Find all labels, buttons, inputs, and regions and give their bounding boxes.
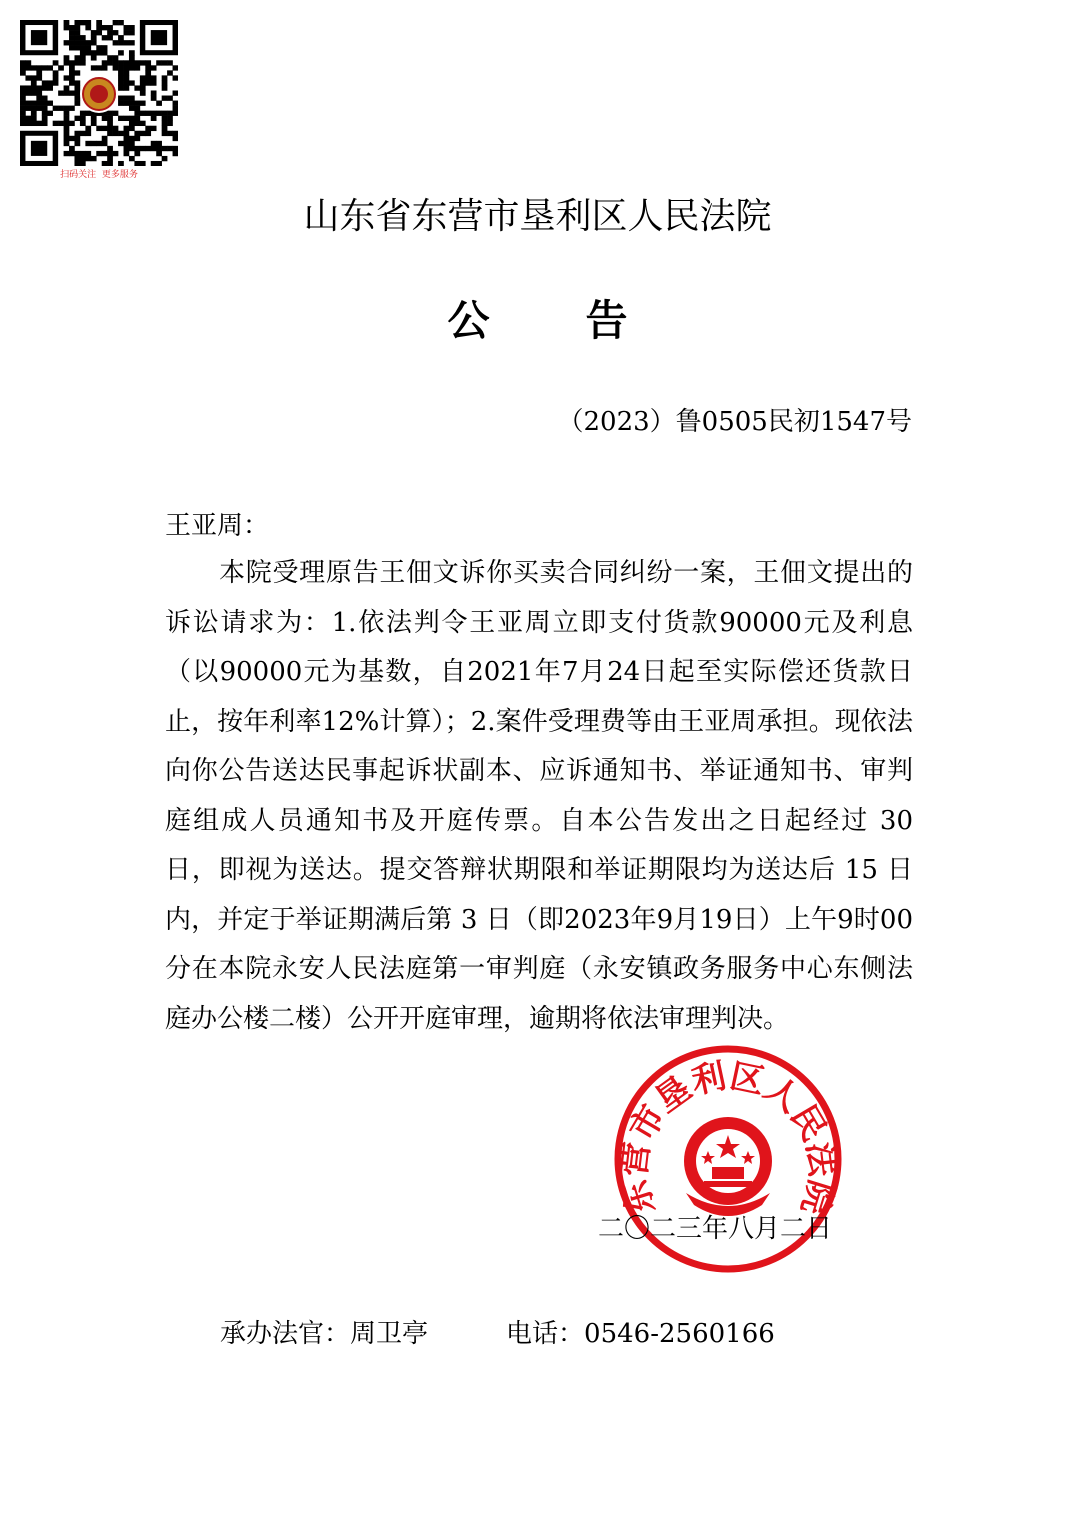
court-name: 山东省东营市垦利区人民法院 xyxy=(303,196,772,237)
issue-date: 二〇二三年八月二日 xyxy=(598,1214,833,1244)
notice-body: 本院受理原告王佃文诉你买卖合同纠纷一案，王佃文提出的诉讼请求为：1.依法判令王亚周立即支付货款90000元及利息（以90000元为基数，自2021年7月24日起至实际偿还货款日止，按年利率12%计算）；2.案件受理费等由王亚周承担。现依法向你公告送达民事起诉状副本、应诉通知书、举证通知书、审判庭组成人员通知书及开庭传票。自本公告发出之日起经过 30 日，即视为送达。提交答辩状期限和举证期限均为送达后 15 日内，并定于举证期满后第 3 日（即2023年9月19日）上午9时00分在本院永安人民法庭第一审判庭（永安镇政务服务中心东侧法庭办公楼二楼）公开开庭审理，逾期将依法审理判决。 xyxy=(165,558,913,1034)
case-number: （2023）鲁0505民初1547号 xyxy=(557,407,912,437)
document-title xyxy=(0,288,1075,348)
judge-name: 周卫亭 xyxy=(350,1319,429,1349)
judge-label: 承办法官： xyxy=(220,1319,351,1349)
footer-contact xyxy=(220,1313,775,1350)
qr-code-icon xyxy=(20,20,178,166)
phone-number: 0546-2560166 xyxy=(584,1319,775,1349)
national-emblem-icon xyxy=(684,1117,772,1216)
qr-code[interactable] xyxy=(20,20,178,166)
qr-code-block xyxy=(20,20,178,180)
phone-label: 电话： xyxy=(506,1319,585,1349)
seal-text: 东营市垦利区人民法院 xyxy=(613,1056,843,1220)
qr-caption: 扫码关注 更多服务 xyxy=(60,170,138,180)
title-char-right: 告 xyxy=(585,296,628,345)
addressee: 王亚周： xyxy=(165,511,270,541)
title-char-left: 公 xyxy=(447,296,490,345)
